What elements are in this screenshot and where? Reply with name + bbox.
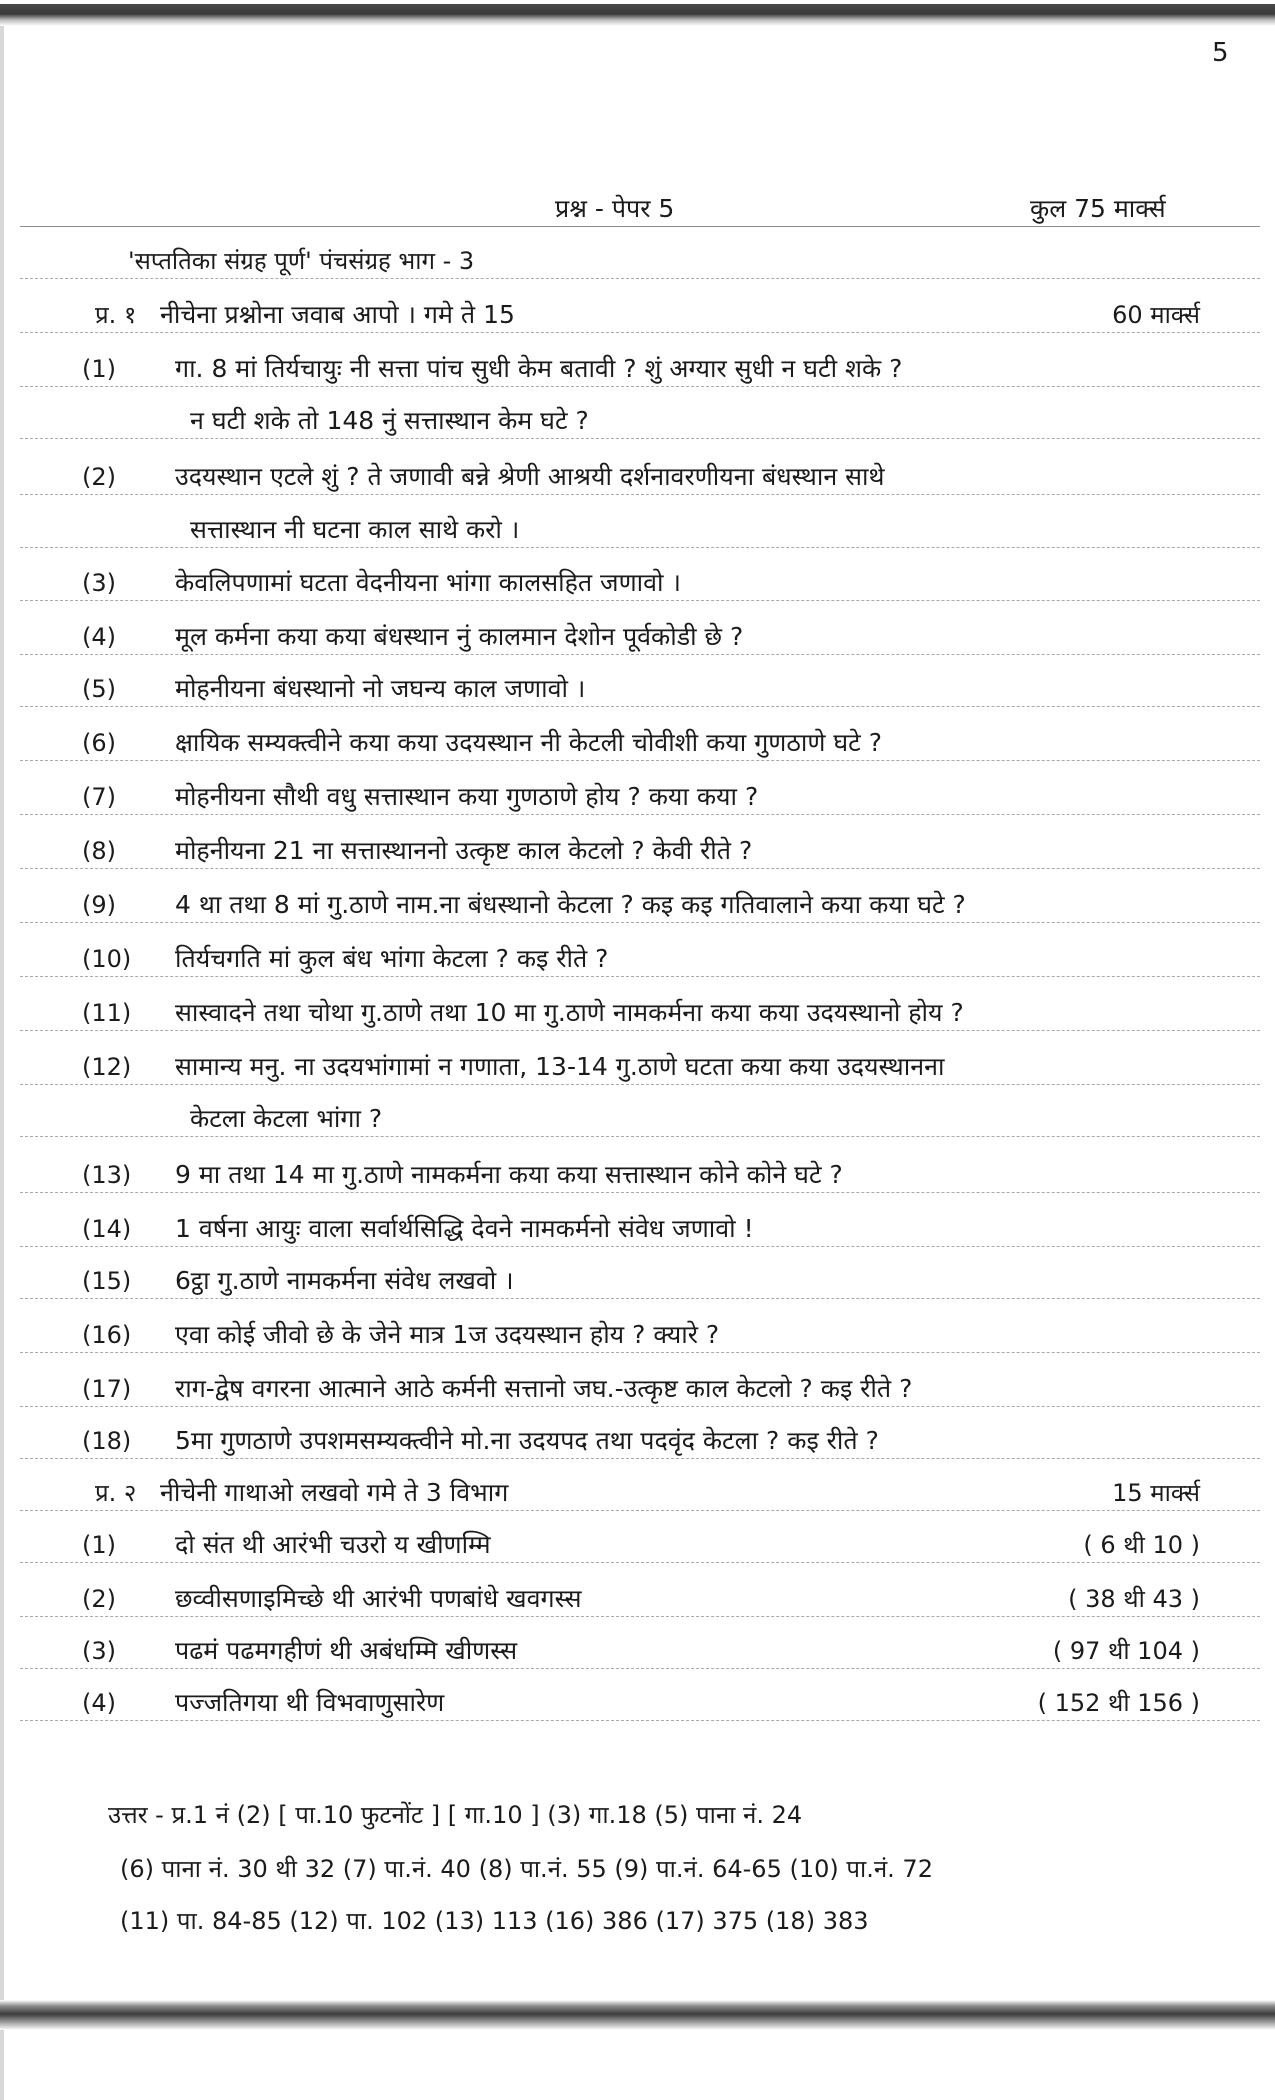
paper-title: प्रश्न - पेपर 5 bbox=[555, 194, 675, 223]
item-text: तिर्यचगति मां कुल बंध भांगा केटला ? कइ रीते ? bbox=[175, 944, 609, 973]
item-number: (9) bbox=[82, 891, 116, 919]
list-item bbox=[20, 1372, 1260, 1407]
item-text: 6ट्ठा गु.ठाणे नामकर्मना संवेध लखवो । bbox=[175, 1266, 514, 1295]
answer-text: (6) पाना नं. 30 थी 32 (7) पा.नं. 40 (8) पा.नं. 55 (9) पा.नं. 64-65 (10) पा.नं. 72 bbox=[120, 1855, 933, 1883]
item-number: (3) bbox=[82, 569, 116, 597]
item-text: मोहनीयना 21 ना सत्तास्थाननो उत्कृष्ट काल केटलो ? केवी रीते ? bbox=[175, 836, 753, 865]
list-item bbox=[20, 352, 1260, 387]
item-number: (1) bbox=[82, 355, 116, 383]
list-item bbox=[20, 460, 1260, 495]
list-item bbox=[20, 1264, 1260, 1299]
item-number: (8) bbox=[82, 837, 116, 865]
list-item bbox=[20, 1212, 1260, 1247]
answer-text: उत्तर - प्र.1 नं (2) [ पा.10 फुटनोंट ] [ गा.10 ] (3) गा.18 (5) पाना नं. 24 bbox=[108, 1801, 803, 1829]
item-text: 1 वर्षना आयुः वाला सर्वार्थसिद्धि देवने नामकर्मनो संवेध जणावो ! bbox=[175, 1214, 754, 1243]
item-text: 4 था तथा 8 मां गु.ठाणे नाम.ना बंधस्थानो केटला ? कइ कइ गतिवालाने कया कया घटे ? bbox=[175, 890, 966, 919]
item-text: दो संत थी आरंभी चउरो य खीणम्मि bbox=[175, 1530, 491, 1559]
question-2-instruction: नीचेनी गाथाओ लखवो गमे ते 3 विभाग bbox=[160, 1478, 509, 1507]
item-number: (5) bbox=[82, 675, 116, 703]
item-text: पज्जतिगया थी विभवाणुसारेण bbox=[175, 1688, 445, 1717]
item-number: (14) bbox=[82, 1215, 132, 1243]
list-item bbox=[20, 996, 1260, 1031]
list-item bbox=[20, 942, 1260, 977]
list-item bbox=[20, 1158, 1260, 1193]
item-number: (3) bbox=[82, 1637, 116, 1665]
item-text: छव्वीसणाइमिच्छे थी आरंभी पणबांधे खवगस्स bbox=[175, 1584, 582, 1613]
list-item-continuation bbox=[20, 404, 1260, 439]
item-text: एवा कोई जीवो छे के जेने मात्र 1ज उदयस्थान होय ? क्यारे ? bbox=[175, 1320, 720, 1349]
list-item bbox=[20, 1318, 1260, 1353]
item-text: मोहनीयना सौथी वधु सत्तास्थान कया गुणठाणे होय ? कया कया ? bbox=[175, 782, 759, 811]
item-text: राग-द्वेष वगरना आत्माने आठे कर्मनी सत्तानो जघ.-उत्कृष्ट काल केटलो ? कइ रीते ? bbox=[175, 1374, 913, 1403]
item-text: केवलिपणामां घटता वेदनीयना भांगा कालसहित जणावो । bbox=[175, 568, 681, 597]
gatha-range: ( 6 थी 10 ) bbox=[1083, 1531, 1200, 1559]
page-number: 5 bbox=[1212, 38, 1229, 68]
item-number: (10) bbox=[82, 945, 132, 973]
item-text: उदयस्थान एटले शुं ? ते जणावी बन्ने श्रेणी आश्रयी दर्शनावरणीयना बंधस्थान साथे bbox=[175, 462, 885, 491]
list-item bbox=[20, 1686, 1260, 1721]
list-item bbox=[20, 780, 1260, 815]
gatha-range: ( 152 थी 156 ) bbox=[1037, 1689, 1200, 1717]
item-text: मूल कर्मना कया कया बंधस्थान नुं कालमान देशोन पूर्वकोडी छे ? bbox=[175, 622, 744, 651]
item-text-continued: न घटी शके तो 148 नुं सत्तास्थान केम घटे ? bbox=[190, 406, 589, 435]
list-item-continuation bbox=[20, 513, 1260, 548]
gatha-range: ( 97 थी 104 ) bbox=[1052, 1637, 1200, 1665]
header-row bbox=[20, 192, 1260, 227]
item-number: (18) bbox=[82, 1427, 132, 1455]
gatha-range: ( 38 थी 43 ) bbox=[1068, 1585, 1200, 1613]
list-item bbox=[20, 726, 1260, 761]
item-number: (6) bbox=[82, 729, 116, 757]
item-text: क्षायिक सम्यक्त्वीने कया कया उदयस्थान नी केटली चोवीशी कया गुणठाणे घटे ? bbox=[175, 728, 882, 757]
list-item bbox=[20, 672, 1260, 707]
question-2-label: प्र. २ bbox=[95, 1479, 137, 1507]
item-text: पढमं पढमगहीणं थी अबंधम्मि खीणस्स bbox=[175, 1636, 518, 1665]
item-text: 9 मा तथा 14 मा गु.ठाणे नामकर्मना कया कया सत्तास्थान कोने कोने घटे ? bbox=[175, 1160, 843, 1189]
item-text-continued: सत्तास्थान नी घटना काल साथे करो । bbox=[190, 515, 520, 544]
item-number: (1) bbox=[82, 1531, 116, 1559]
list-item bbox=[20, 1634, 1260, 1669]
answer-line bbox=[80, 1852, 1230, 1886]
list-item bbox=[20, 620, 1260, 655]
question-1-instruction: नीचेना प्रश्नोना जवाब आपो । गमे ते 15 bbox=[160, 300, 515, 329]
answer-line bbox=[80, 1904, 1230, 1938]
list-item-continuation bbox=[20, 1102, 1260, 1137]
list-item bbox=[20, 1582, 1260, 1617]
item-number: (12) bbox=[82, 1053, 132, 1081]
subtitle-row bbox=[20, 244, 1260, 279]
question-1-label: प्र. १ bbox=[95, 301, 137, 329]
item-text-continued: केटला केटला भांगा ? bbox=[190, 1104, 383, 1133]
paper-subtitle: 'सप्ततिका संग्रह पूर्ण' पंचसंग्रह भाग - 3 bbox=[128, 247, 475, 275]
item-number: (2) bbox=[82, 1585, 116, 1613]
question-1-header bbox=[20, 298, 1260, 333]
answer-line bbox=[80, 1798, 1230, 1832]
list-item bbox=[20, 1424, 1260, 1459]
item-number: (7) bbox=[82, 783, 116, 811]
item-text: 5मा गुणठाणे उपशमसम्यक्त्वीने मो.ना उदयपद तथा पदवृंद केटला ? कइ रीते ? bbox=[175, 1426, 879, 1455]
item-text: मोहनीयना बंधस्थानो नो जघन्य काल जणावो । bbox=[175, 674, 586, 703]
list-item bbox=[20, 1528, 1260, 1563]
item-number: (15) bbox=[82, 1267, 132, 1295]
question-2-header bbox=[20, 1476, 1260, 1511]
total-marks: कुल 75 मार्क्स bbox=[1030, 194, 1166, 223]
item-text: गा. 8 मां तिर्यचायुः नी सत्ता पांच सुधी केम बतावी ? शुं अग्यार सुधी न घटी शके ? bbox=[175, 354, 903, 383]
list-item bbox=[20, 834, 1260, 869]
item-number: (17) bbox=[82, 1375, 132, 1403]
question-2-marks: 15 मार्क्स bbox=[1112, 1479, 1200, 1507]
item-number: (2) bbox=[82, 463, 116, 491]
item-number: (13) bbox=[82, 1161, 132, 1189]
list-item bbox=[20, 888, 1260, 923]
list-item bbox=[20, 566, 1260, 601]
item-number: (11) bbox=[82, 999, 132, 1027]
question-1-marks: 60 मार्क्स bbox=[1112, 301, 1200, 329]
list-item bbox=[20, 1050, 1260, 1085]
item-number: (4) bbox=[82, 1689, 116, 1717]
item-text: सामान्य मनु. ना उदयभांगामां न गणाता, 13-14 गु.ठाणे घटता कया कया उदयस्थानना bbox=[175, 1052, 945, 1081]
item-text: सास्वादने तथा चोथा गु.ठाणे तथा 10 मा गु.ठाणे नामकर्मना कया कया उदयस्थानो होय ? bbox=[175, 998, 964, 1027]
answer-text: (11) पा. 84-85 (12) पा. 102 (13) 113 (16) 386 (17) 375 (18) 383 bbox=[120, 1907, 869, 1935]
item-number: (16) bbox=[82, 1321, 132, 1349]
scan-bottom-edge bbox=[0, 2000, 1275, 2030]
item-number: (4) bbox=[82, 623, 116, 651]
